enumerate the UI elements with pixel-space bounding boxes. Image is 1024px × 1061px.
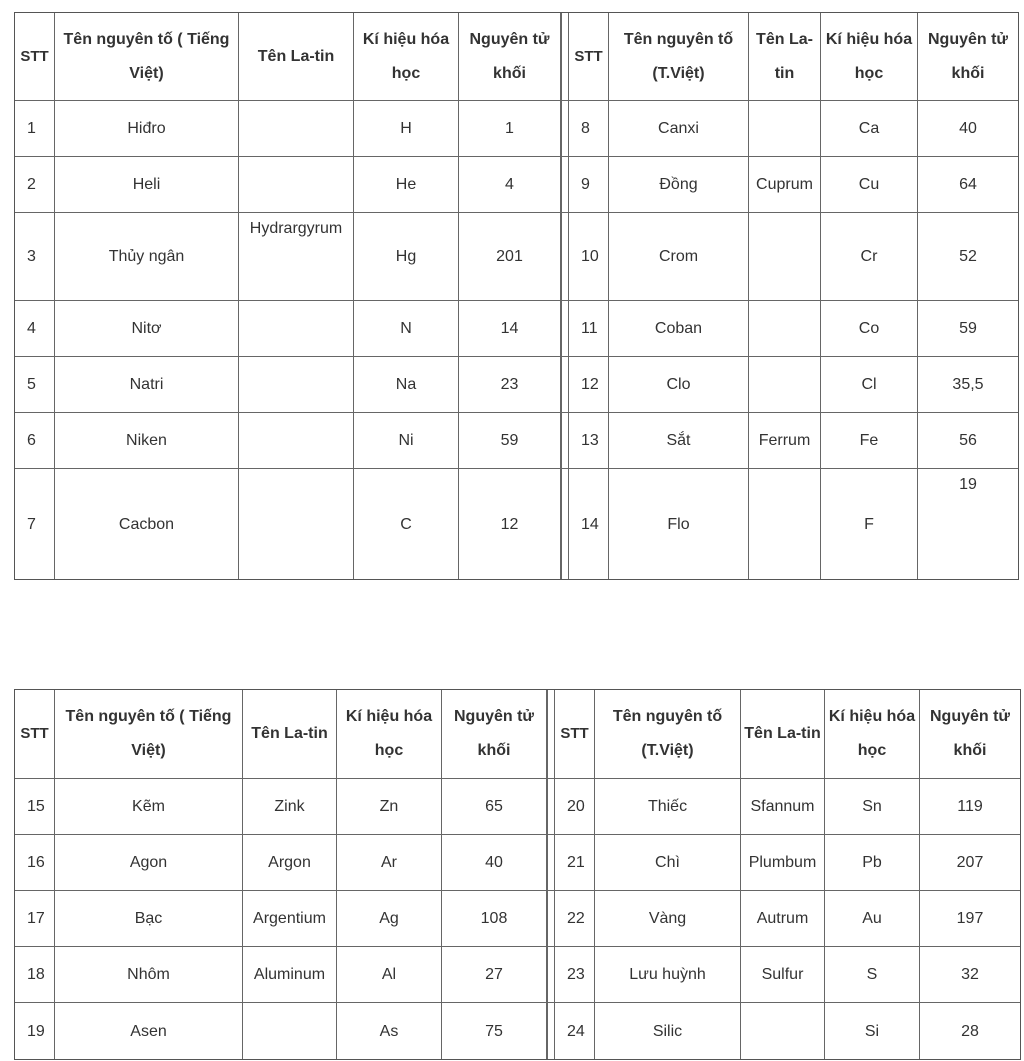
cell-latin-name: Aluminum	[243, 947, 337, 1003]
cell-stt: 12	[569, 357, 609, 413]
cell-element-name: Agon	[55, 835, 243, 891]
cell-atomic-mass: 4	[459, 157, 561, 213]
cell-latin-name	[239, 301, 354, 357]
header-atomic-mass: Nguyên tử khối	[920, 690, 1020, 779]
column-separator	[561, 469, 569, 579]
cell-chemical-symbol: Hg	[354, 213, 459, 301]
column-separator	[547, 891, 555, 947]
cell-chemical-symbol: H	[354, 101, 459, 157]
cell-latin-name	[239, 101, 354, 157]
cell-latin-name: Cuprum	[749, 157, 821, 213]
cell-stt: 24	[555, 1003, 595, 1059]
cell-chemical-symbol: Zn	[337, 779, 442, 835]
cell-stt: 3	[15, 213, 55, 301]
cell-stt: 15	[15, 779, 55, 835]
cell-element-name: Niken	[55, 413, 239, 469]
column-separator	[561, 213, 569, 301]
header-element-name: Tên nguyên tố ( Tiếng Việt)	[55, 690, 243, 779]
cell-stt: 2	[15, 157, 55, 213]
cell-atomic-mass: 197	[920, 891, 1020, 947]
cell-element-name: Thủy ngân	[55, 213, 239, 301]
cell-chemical-symbol: Si	[825, 1003, 920, 1059]
header-element-name: Tên nguyên tố ( Tiếng Việt)	[55, 13, 239, 101]
cell-stt: 7	[15, 469, 55, 579]
cell-element-name: Flo	[609, 469, 749, 579]
cell-latin-name: Zink	[243, 779, 337, 835]
cell-atomic-mass: 64	[918, 157, 1018, 213]
cell-element-name: Bạc	[55, 891, 243, 947]
cell-stt: 21	[555, 835, 595, 891]
cell-chemical-symbol: Ni	[354, 413, 459, 469]
header-row	[15, 690, 1020, 779]
table-row	[15, 835, 1020, 891]
cell-atomic-mass: 40	[442, 835, 547, 891]
table-row	[15, 1003, 1020, 1059]
cell-atomic-mass: 201	[459, 213, 561, 301]
header-stt: STT	[555, 690, 595, 779]
header-latin-name: Tên La-tin	[243, 690, 337, 779]
cell-atomic-mass: 52	[918, 213, 1018, 301]
cell-element-name: Coban	[609, 301, 749, 357]
cell-stt: 5	[15, 357, 55, 413]
cell-stt: 1	[15, 101, 55, 157]
header-latin-name: Tên La-tin	[749, 13, 821, 101]
cell-chemical-symbol: Pb	[825, 835, 920, 891]
cell-element-name: Lưu huỳnh	[595, 947, 741, 1003]
cell-chemical-symbol: C	[354, 469, 459, 579]
column-separator	[547, 835, 555, 891]
cell-element-name: Natri	[55, 357, 239, 413]
cell-atomic-mass: 35,5	[918, 357, 1018, 413]
header-chemical-symbol: Kí hiệu hóa học	[825, 690, 920, 779]
cell-stt: 4	[15, 301, 55, 357]
table-row	[15, 157, 1018, 213]
cell-chemical-symbol: Na	[354, 357, 459, 413]
column-separator	[547, 1003, 555, 1059]
cell-atomic-mass: 56	[918, 413, 1018, 469]
cell-atomic-mass: 40	[918, 101, 1018, 157]
cell-stt: 10	[569, 213, 609, 301]
cell-chemical-symbol: Au	[825, 891, 920, 947]
cell-element-name: Canxi	[609, 101, 749, 157]
cell-stt: 16	[15, 835, 55, 891]
cell-latin-name	[749, 301, 821, 357]
header-latin-name: Tên La-tin	[239, 13, 354, 101]
cell-latin-name	[749, 101, 821, 157]
cell-element-name: Clo	[609, 357, 749, 413]
cell-chemical-symbol: As	[337, 1003, 442, 1059]
table-row	[15, 891, 1020, 947]
cell-atomic-mass: 14	[459, 301, 561, 357]
cell-element-name: Silic	[595, 1003, 741, 1059]
cell-chemical-symbol: Sn	[825, 779, 920, 835]
cell-stt: 20	[555, 779, 595, 835]
header-atomic-mass: Nguyên tử khối	[918, 13, 1018, 101]
cell-chemical-symbol: He	[354, 157, 459, 213]
cell-atomic-mass: 207	[920, 835, 1020, 891]
cell-latin-name: Autrum	[741, 891, 825, 947]
cell-element-name: Cacbon	[55, 469, 239, 579]
cell-stt: 18	[15, 947, 55, 1003]
cell-chemical-symbol: Ar	[337, 835, 442, 891]
cell-latin-name	[749, 357, 821, 413]
cell-chemical-symbol: Cr	[821, 213, 918, 301]
cell-element-name: Crom	[609, 213, 749, 301]
table-row	[15, 213, 1018, 301]
cell-stt: 9	[569, 157, 609, 213]
cell-atomic-mass: 1	[459, 101, 561, 157]
cell-latin-name	[239, 157, 354, 213]
cell-atomic-mass: 59	[459, 413, 561, 469]
cell-stt: 14	[569, 469, 609, 579]
cell-chemical-symbol: Ag	[337, 891, 442, 947]
cell-element-name: Thiếc	[595, 779, 741, 835]
header-element-name: Tên nguyên tố (T.Việt)	[609, 13, 749, 101]
cell-latin-name	[239, 469, 354, 579]
cell-atomic-mass: 28	[961, 1022, 979, 1040]
elements-table-1	[14, 12, 1019, 580]
cell-latin-name	[749, 213, 821, 301]
cell-latin-name: Argon	[243, 835, 337, 891]
cell-atomic-mass: 12	[459, 469, 561, 579]
cell-atomic-mass: 59	[918, 301, 1018, 357]
cell-atomic-mass: 119	[920, 779, 1020, 835]
cell-element-name: Chì	[595, 835, 741, 891]
cell-latin-name: Argentium	[243, 891, 337, 947]
cell-latin-name	[239, 413, 354, 469]
header-latin-name: Tên La-tin	[741, 690, 825, 779]
cell-latin-name	[239, 357, 354, 413]
cell-chemical-symbol: Al	[337, 947, 442, 1003]
cell-stt: 6	[15, 413, 55, 469]
header-atomic-mass: Nguyên tử khối	[442, 690, 547, 779]
table-row	[15, 779, 1020, 835]
header-stt: STT	[15, 13, 55, 101]
cell-chemical-symbol: S	[825, 947, 920, 1003]
cell-latin-name: Sfannum	[741, 779, 825, 835]
table-row	[15, 469, 1018, 579]
cell-chemical-symbol: Co	[821, 301, 918, 357]
cell-atomic-mass: 65	[442, 779, 547, 835]
cell-stt: 11	[569, 301, 609, 357]
cell-chemical-symbol: F	[821, 469, 918, 579]
cell-latin-name: Ferrum	[749, 413, 821, 469]
cell-stt: 13	[569, 413, 609, 469]
cell-element-name: Heli	[55, 157, 239, 213]
column-separator	[547, 947, 555, 1003]
cell-latin-name: Plumbum	[741, 835, 825, 891]
cell-atomic-mass: 75	[442, 1003, 547, 1059]
header-chemical-symbol: Kí hiệu hóa học	[337, 690, 442, 779]
header-chemical-symbol: Kí hiệu hóa học	[821, 13, 918, 101]
cell-latin-name	[243, 1003, 337, 1059]
table-row	[15, 947, 1020, 1003]
cell-stt: 8	[569, 101, 609, 157]
cell-chemical-symbol: Ca	[821, 101, 918, 157]
column-separator	[547, 690, 555, 779]
column-separator	[561, 301, 569, 357]
header-row	[15, 13, 1018, 101]
header-element-name: Tên nguyên tố (T.Việt)	[595, 690, 741, 779]
table-row	[15, 413, 1018, 469]
header-chemical-symbol: Kí hiệu hóa học	[354, 13, 459, 101]
column-separator	[561, 413, 569, 469]
header-stt: STT	[569, 13, 609, 101]
column-separator	[561, 13, 569, 101]
cell-element-name: Nhôm	[55, 947, 243, 1003]
elements-table-2	[14, 689, 1021, 1060]
cell-chemical-symbol: Cl	[821, 357, 918, 413]
table-row	[15, 101, 1018, 157]
cell-chemical-symbol: N	[354, 301, 459, 357]
cell-element-name: Nitơ	[55, 301, 239, 357]
header-atomic-mass: Nguyên tử khối	[459, 13, 561, 101]
cell-element-name: Kẽm	[55, 779, 243, 835]
column-separator	[561, 101, 569, 157]
column-separator	[561, 157, 569, 213]
cell-chemical-symbol: Cu	[821, 157, 918, 213]
cell-element-name: Đồng	[609, 157, 749, 213]
cell-element-name: Hiđro	[55, 101, 239, 157]
table-row	[15, 357, 1018, 413]
cell-latin-name	[749, 469, 821, 579]
cell-stt: 23	[555, 947, 595, 1003]
cell-latin-name: Hydrargyrum	[239, 213, 354, 301]
cell-stt: 17	[15, 891, 55, 947]
cell-atomic-mass: 23	[459, 357, 561, 413]
cell-stt: 19	[15, 1003, 55, 1059]
cell-atomic-mass: 32	[920, 947, 1020, 1003]
cell-element-name: Sắt	[609, 413, 749, 469]
cell-latin-name: Sulfur	[741, 947, 825, 1003]
column-separator	[547, 779, 555, 835]
cell-chemical-symbol: Fe	[821, 413, 918, 469]
cell-latin-name	[741, 1003, 825, 1059]
cell-atomic-mass: 19	[959, 476, 977, 493]
cell-element-name: Vàng	[595, 891, 741, 947]
table-row	[15, 301, 1018, 357]
cell-element-name: Asen	[55, 1003, 243, 1059]
cell-atomic-mass: 27	[442, 947, 547, 1003]
header-stt: STT	[15, 690, 55, 779]
cell-stt: 22	[555, 891, 595, 947]
column-separator	[561, 357, 569, 413]
cell-atomic-mass: 108	[442, 891, 547, 947]
